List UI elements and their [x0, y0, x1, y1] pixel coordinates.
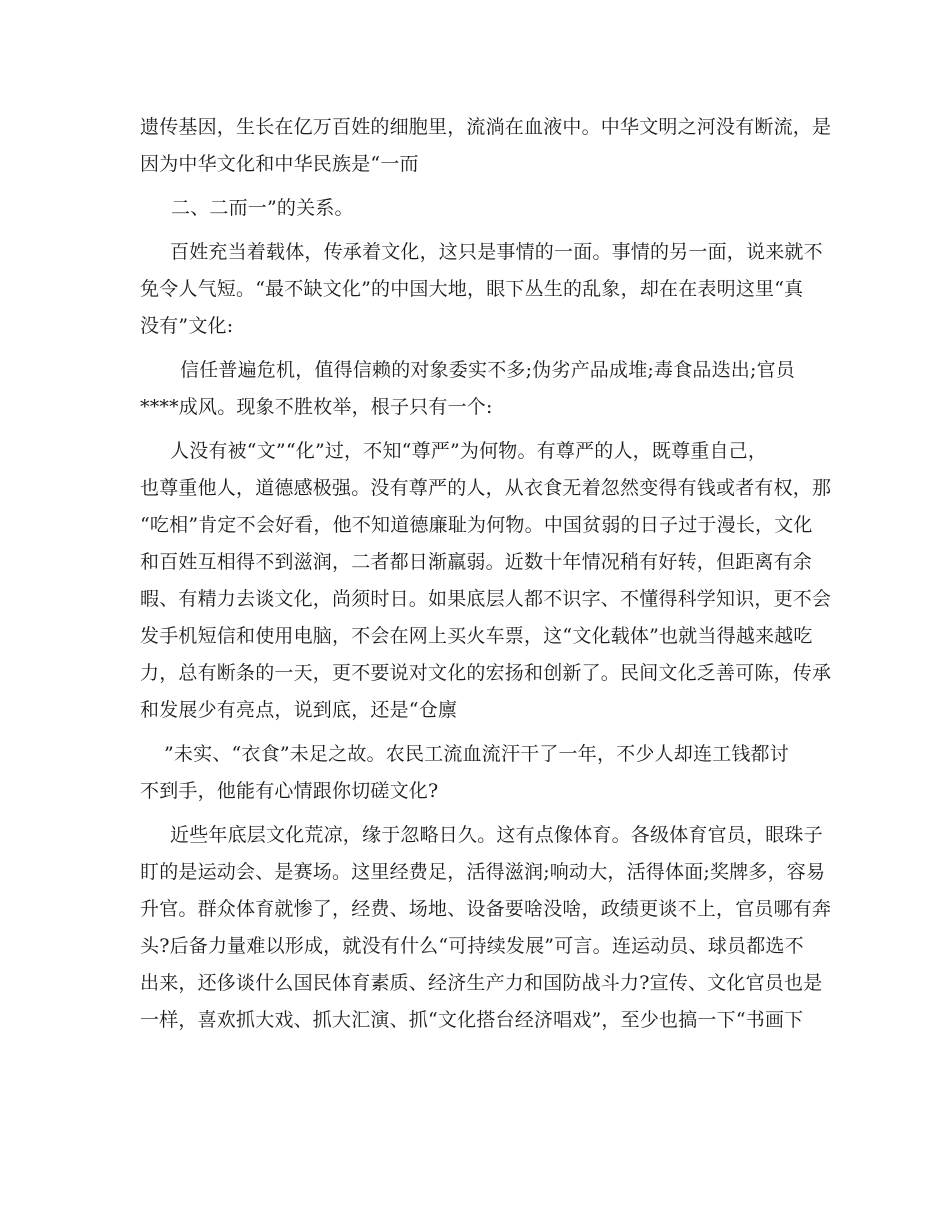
- text-line: 近些年底层文化荒凉，缘于忽略日久。这有点像体育。各级体育官员，眼珠子: [170, 824, 823, 846]
- text-line: 头?后备力量难以形成，就没有什么“可持续发展”可言。连运动员、球员都选不: [140, 935, 804, 957]
- text-line: 遗传基因，生长在亿万百姓的细胞里，流淌在血液中。中华文明之河没有断流，是: [140, 116, 832, 138]
- text-line: 暇、有精力去谈文化，尚须时日。如果底层人都不识字、不懂得科学知识，更不会: [140, 588, 832, 610]
- text-line: 力，总有断条的一天，更不要说对文化的宏扬和创新了。民间文化乏善可陈，传承: [140, 662, 832, 684]
- text-line: ****成风。现象不胜枚举，根子只有一个:: [140, 396, 493, 418]
- text-line: 不到手，他能有心情跟你切磋文化?: [140, 780, 439, 802]
- text-line: 百姓充当着载体，传承着文化，这只是事情的一面。事情的另一面，说来就不: [170, 241, 823, 263]
- text-line: 人没有被“文”“化”过，不知“尊严”为何物。有尊严的人，既尊重自己，: [170, 440, 768, 462]
- text-line: 也尊重他人，道德感极强。没有尊严的人，从衣食无着忽然变得有钱或者有权，那: [140, 477, 832, 499]
- text-line: 二、二而一”的关系。: [171, 197, 354, 219]
- text-line: 一样，喜欢抓大戏、抓大汇演、抓“文化搭台经济唱戏”，至少也搞一下“书画下: [140, 1009, 804, 1031]
- text-line: 升官。群众体育就惨了，经费、场地、设备要啥没啥，政绩更谈不上，官员哪有奔: [140, 898, 832, 920]
- text-line: 发手机短信和使用电脑，不会在网上买火车票，这“文化载体”也就当得越来越吃: [140, 625, 813, 647]
- text-line: 和百姓互相得不到滋润，二者都日渐羸弱。近数十年情况稍有好转，但距离有余: [140, 551, 813, 573]
- text-line: 盯的是运动会、是赛场。这里经费足，活得滋润;响动大，活得体面;奖牌多，容易: [140, 861, 826, 883]
- text-line: 和发展少有亮点，说到底，还是“仓廪: [140, 699, 458, 721]
- text-line: 没有”文化:: [140, 315, 234, 337]
- text-line: 因为中华文化和中华民族是“一而: [140, 153, 419, 175]
- text-line: 信任普遍危机，值得信赖的对象委实不多;伪劣产品成堆;毒食品迭出;官员: [180, 359, 796, 381]
- text-line: 免令人气短。“最不缺文化”的中国大地，眼下丛生的乱象，却在在表明这里“真: [140, 278, 804, 300]
- text-line: “吃相”肯定不会好看，他不知道德廉耻为何物。中国贫弱的日子过于漫长，文化: [140, 514, 813, 536]
- text-line: 出来，还侈谈什么国民体育素质、经济生产力和国防战斗力?宣传、文化官员也是: [140, 972, 823, 994]
- text-line: ”未实、“衣食”未足之故。农民工流血流汗干了一年，不少人却连工钱都讨: [164, 743, 789, 765]
